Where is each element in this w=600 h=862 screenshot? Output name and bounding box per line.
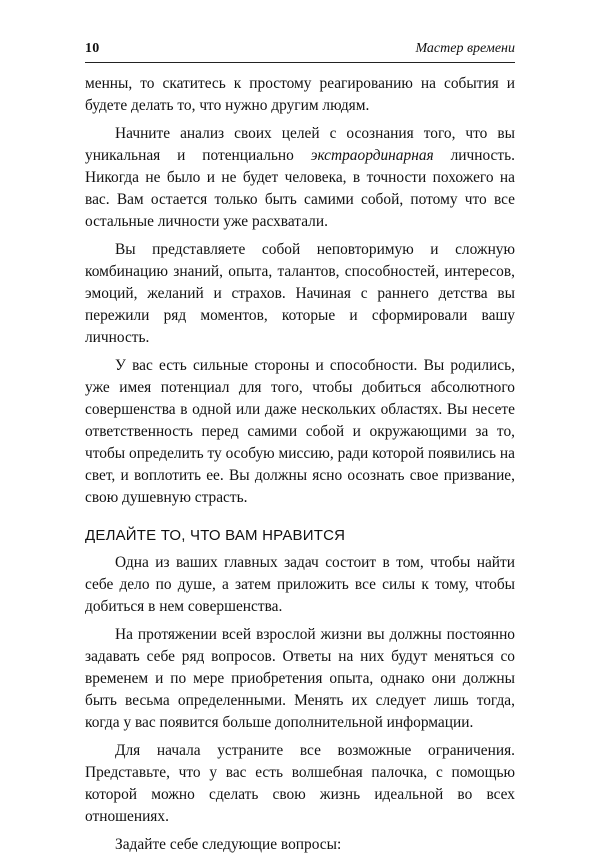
page-number: 10 — [85, 41, 100, 56]
paragraph-ask-yourself: Задайте себе следующие вопросы: — [115, 836, 342, 853]
book-page — [85, 38, 515, 862]
paragraph-combination: Вы представляете собой неповторимую и сложную комбинацию знаний, опыта, талантов, способностей, интересов, эмоций, желаний и страхов. Начиная с раннего детства вы пережили ряд моментов, которые и сформировали вашу личность. — [85, 241, 515, 346]
paragraph-continued: менны, то скатитесь к простому реагированию на события и будете делать то, что нужно другим людям. — [85, 75, 515, 114]
body-text — [85, 73, 515, 856]
paragraph-unique-personality — [85, 123, 515, 233]
section-heading: ДЕЛАЙТЕ ТО, ЧТО ВАМ НРАВИТСЯ — [85, 527, 346, 544]
running-title: Мастер времени — [415, 41, 515, 56]
page-header — [85, 38, 515, 63]
paragraph-text: Начните анализ своих целей с осознания того, что вы уникальная и потенциально — [85, 125, 515, 164]
paragraph-main-task: Одна из ваших главных задач состоит в том, чтобы найти себе дело по душе, а затем приложить все силы к тому, чтобы добиться в нем совершенства. — [85, 554, 515, 615]
paragraph-text: личность. Никогда не было и не будет человека, в точности похожего на вас. Вам остается только быть самими собой, потому что все остальные личности уже расхватали. — [85, 147, 515, 230]
emphasized-word: экстраординарная — [310, 147, 434, 164]
paragraph-questions: На протяжении всей взрослой жизни вы должны постоянно задавать себе ряд вопросов. Ответы на них будут меняться со временем и по мере приобретения опыта, однако они должны быть весьма определенными. Менять их следует лишь тогда, когда у вас появится больше дополнительной информации. — [85, 626, 515, 731]
paragraph-strengths: У вас есть сильные стороны и способности. Вы родились, уже имея потенциал для того, чтобы добиться абсолютного совершенства в одной или даже нескольких областях. Вы несете ответственность перед самими собой и окружающими за то, чтобы определить ту особую миссию, ради которой появились на свет, и воплотить ее. Вы должны ясно осознать свое призвание, свою душевную страсть. — [85, 357, 515, 506]
paragraph-magic-wand: Для начала устраните все возможные ограничения. Представьте, что у вас есть волшебная палочка, с помощью которой можно сделать свою жизнь идеальной во всех отношениях. — [85, 742, 515, 825]
